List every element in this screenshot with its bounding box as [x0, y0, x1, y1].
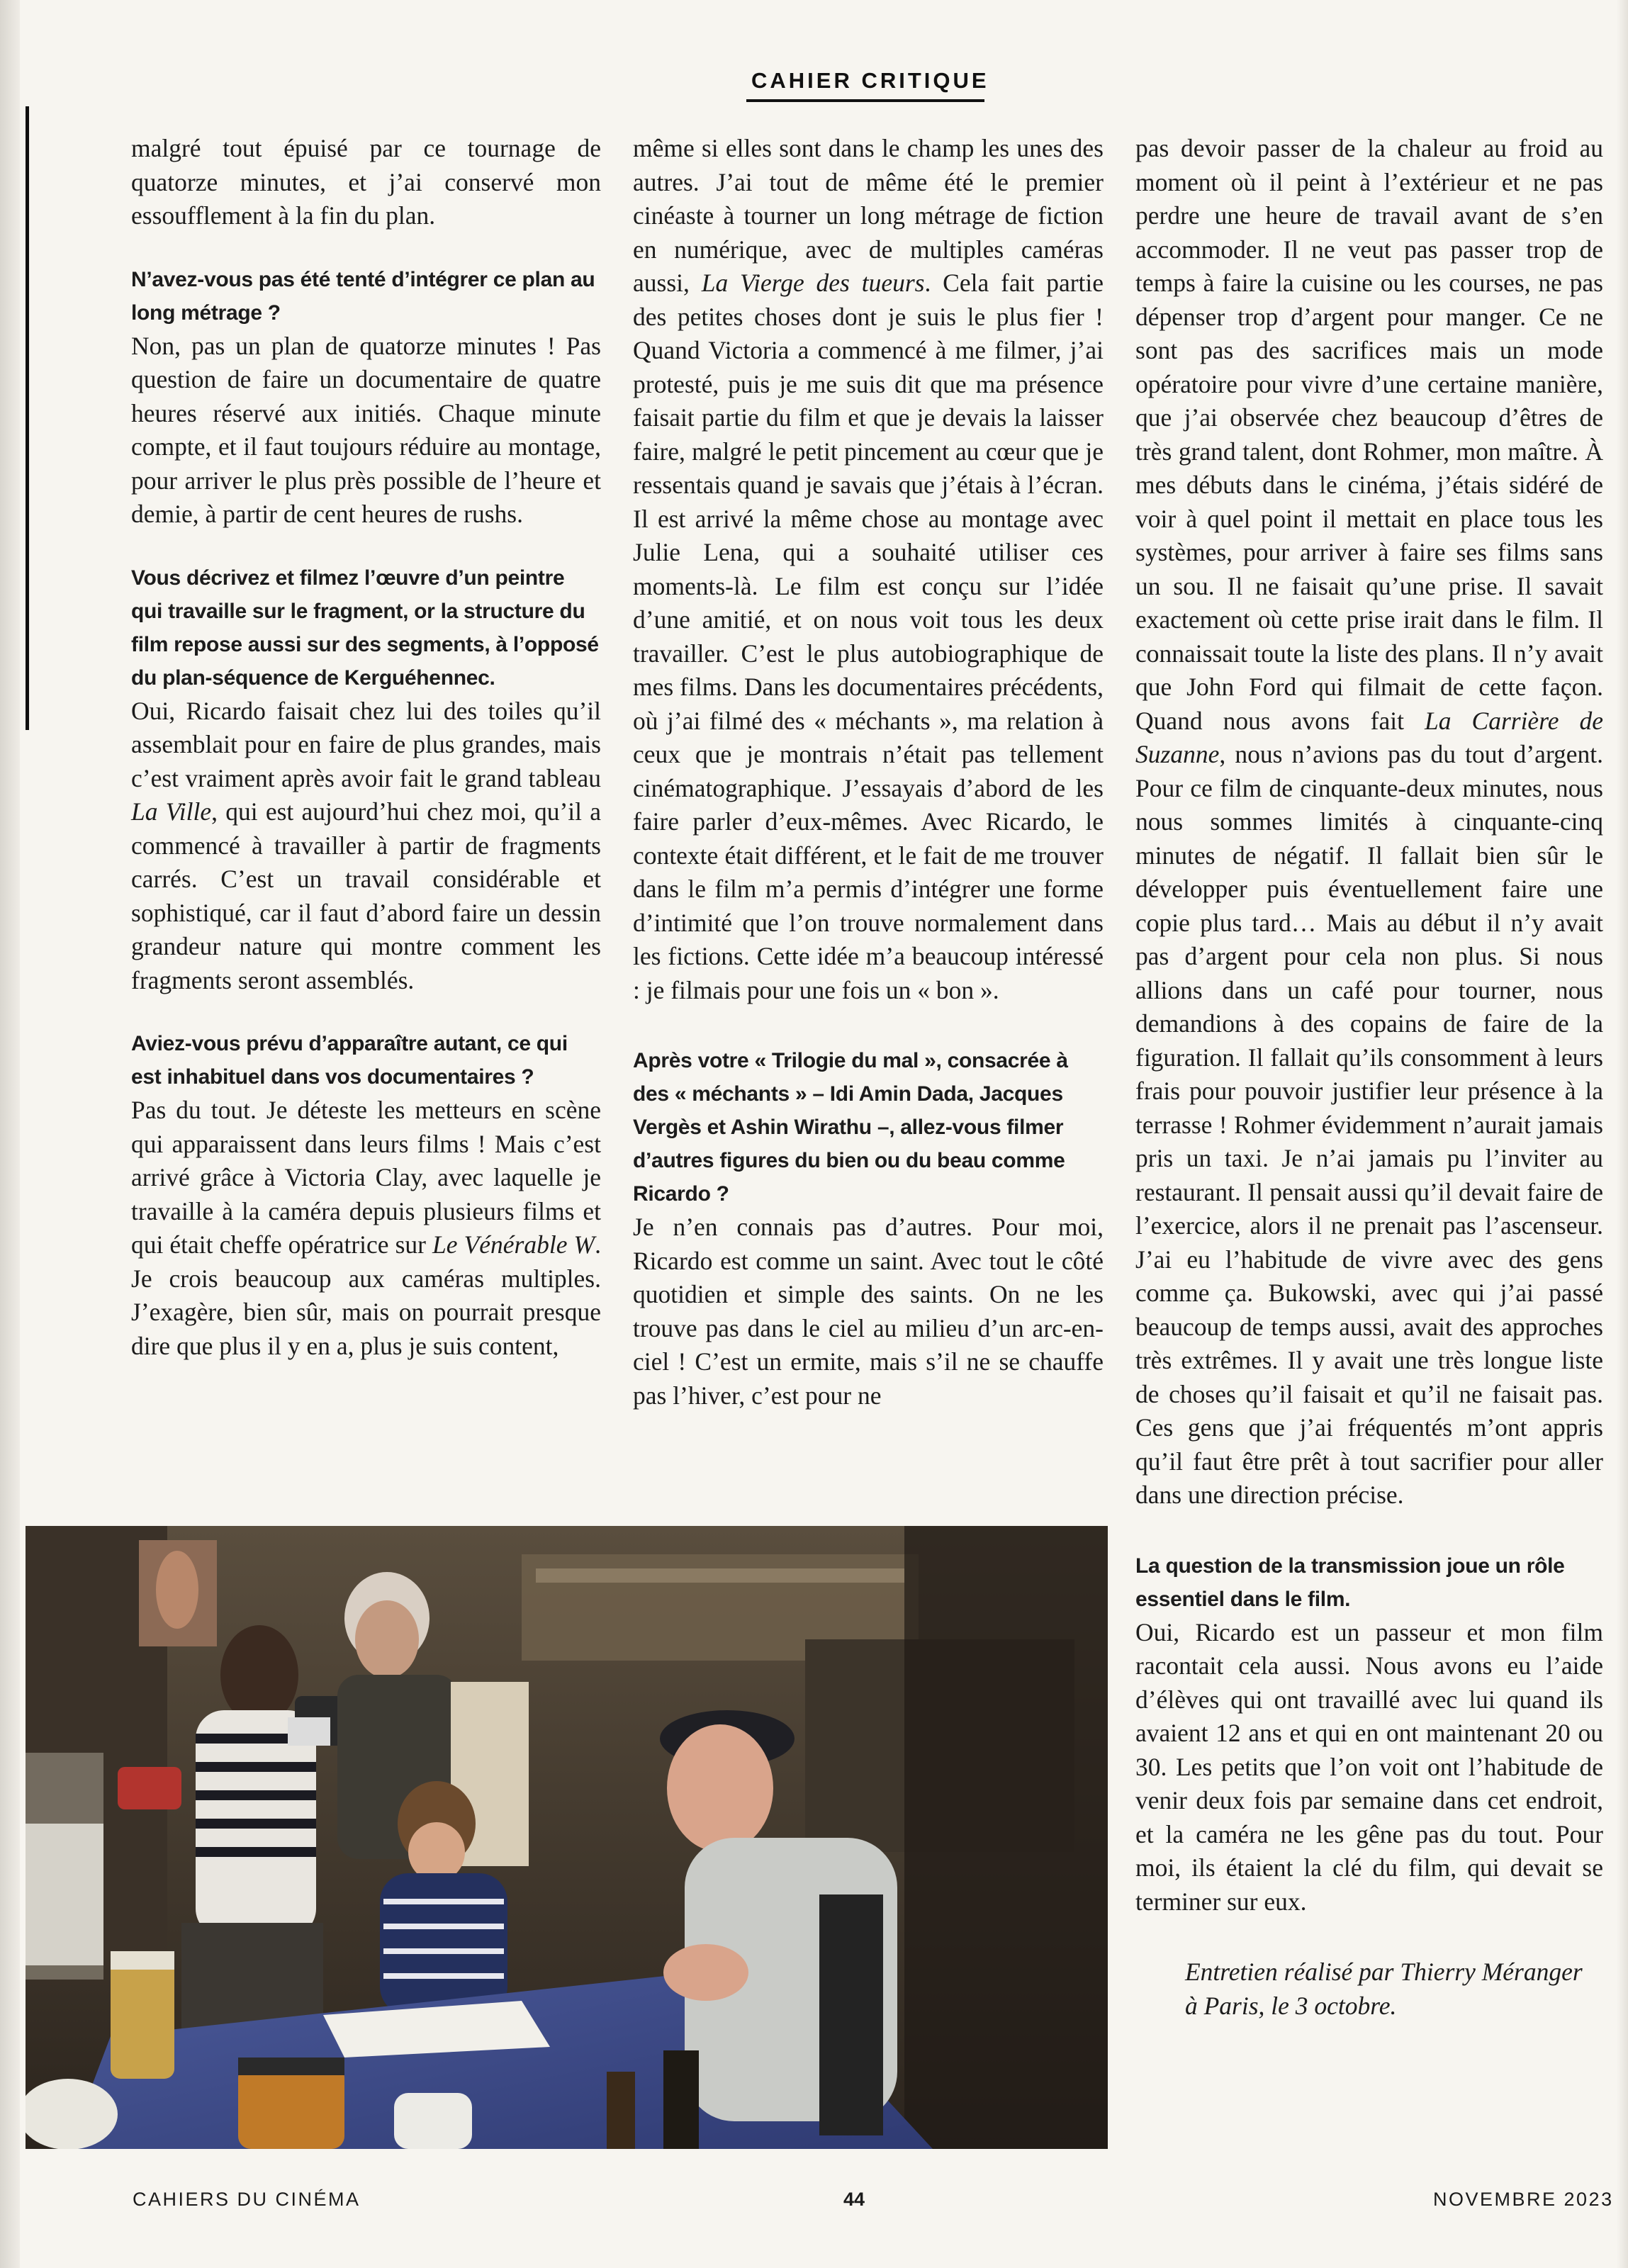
answer-text: pas devoir passer de la chaleur au froid au moment où il peint à l’extérieur et ne pas perdre une heure de travail avant de s’en accommoder. Il ne veut pas passer trop de temps à faire la cuisine ou les courses, ne pas dépenser trop d’argent pour manger. Ce ne sont pas des sacrifices mais un mode opératoire pour vivre d’une certaine manière, que j’ai observée chez beaucoup d’êtres de très grand talent, dont Rohmer, mon maître. À mes débuts dans le cinéma, j’étais sidéré de voir à quel point il mettait en place tous les systèmes, pour arriver à faire ses films sans un sou. Il ne faisait qu’une prise. Il savait exactement où cette prise irait dans le film. Il connaissait toute la liste des plans. Il n’y avait que John Ford qui filmait de cette façon. Quand nous avons fait	[1135, 134, 1603, 735]
left-margin-rule	[26, 106, 29, 730]
answer-paragraph	[633, 132, 1104, 1007]
page-edge-left	[0, 0, 20, 2268]
interview-question: Vous décrivez et filmez l’œuvre d’un peintre qui travaille sur le fragment, or la structure du film repose aussi sur des segments, à l’opposé du plan-séquence de Kerguéhennec.	[131, 566, 599, 690]
film-title: La Carrière de Suzanne	[1135, 706, 1603, 768]
footer-issue-date: NOVEMBRE 2023	[1433, 2189, 1614, 2210]
article-photo	[26, 1526, 1108, 2149]
answer-text: . Je crois beaucoup aux caméras multiples. J’exagère, bien sûr, mais on pourrait presque dire que plus il y en a, plus je suis content,	[131, 1230, 601, 1360]
answer-paragraph	[131, 695, 601, 998]
interview-question: Aviez-vous prévu d’apparaître autant, ce qui est inhabituel dans vos documentaires ?	[131, 1032, 568, 1089]
interview-question: N’avez-vous pas été tenté d’intégrer ce plan au long métrage ?	[131, 267, 595, 325]
column-2	[633, 132, 1104, 1413]
photo-illustration	[26, 1526, 1108, 2149]
answer-paragraph	[1135, 132, 1603, 1512]
artwork-title: La Ville	[131, 797, 212, 826]
page-number: 44	[843, 2189, 865, 2210]
section-header-underline	[746, 99, 984, 102]
film-title: La Vierge des tueurs	[701, 269, 925, 297]
answer-text: . Cela fait partie des petites choses dont je suis le plus fier ! Quand Victoria a commencé à me filmer, j’ai protesté, puis je me suis dit que ma présence faisait partie du film et que je devais la laisser faire, malgré le petit pincement au cœur que je ressentais quand je savais que j’étais à l’écran. Il est arrivé la même chose au montage avec Julie Lena, qui a souhaité utiliser ces moments-là. Le film est conçu sur l’idée d’une amitié, et on nous voit tous les deux travailler. C’est le plus autobiographique de mes films. Dans les documentaires précédents, où j’ai filmé des « méchants », ma relation à ceux que je montrais n’était pas tellement cinématographique. J’essayais d’abord de les faire parler d’eux-mêmes. Avec Ricardo, le contexte était différent, et le fait de me trouver dans le film m’a permis d’intégrer une forme d’intimité que l’on trouve normalement dans les fictions. Cette idée m’a beaucoup intéressé : je filmais pour une fois un « bon ».	[633, 269, 1104, 1004]
column-1	[131, 132, 601, 1363]
interview-question: Après votre « Trilogie du mal », consacrée à des « méchants » – Idi Amin Dada, Jacques Vergès et Ashin Wirathu –, allez-vous filmer d’autres figures du bien ou du beau comme Ricardo ?	[633, 1049, 1068, 1206]
credit-line: Entretien réalisé par Thierry Méranger	[1185, 1958, 1583, 1986]
answer-paragraph: Je n’en connais pas d’autres. Pour moi, Ricardo est comme un saint. Avec tout le côté quotidien et simple des saints. On ne les trouve pas dans le ciel au milieu d’un arc-en-ciel ! C’est un ermite, mais s’il ne se chauffe pas l’hiver, c’est pour ne	[633, 1213, 1104, 1410]
answer-paragraph: Non, pas un plan de quatorze minutes ! Pas question de faire un documentaire de quatre heures réservé aux initiés. Chaque minute compte, et il faut toujours réduire au montage, pour arriver le plus près possible de l’heure et demie, à partir de cent heures de rushs.	[131, 331, 601, 528]
column-3	[1135, 132, 1603, 2023]
answer-text: , qui est aujourd’hui chez moi, qu’il a commencé à travailler à partir de fragments carrés. C’est un travail considérable et sophistiqué, car il faut d’abord faire un dessin grandeur nature qui montre comment les fragments seront assemblés.	[131, 797, 601, 994]
interview-credit	[1135, 1955, 1603, 2023]
answer-text: , nous n’avions pas du tout d’argent. Pour ce film de cinquante-deux minutes, nous nous sommes limités à cinquante-cinq minutes de négatif. Il fallait bien sûr le développer puis éventuellement faire une copie plus tard… Mais au début il n’y avait pas d’argent pour cela non plus. Si nous allions dans un café pour tourner, nous demandions à des copains de faire de la figuration. Il fallait qu’ils consomment à leurs frais pour pouvoir justifier leur présence à la terrasse ! Rohmer évidemment n’aurait jamais pris un taxi. Je n’ai jamais pu l’inviter au restaurant. Il pensait aussi qu’il devait faire de l’exercice, alors il ne prenait pas l’ascenseur. J’ai eu l’habitude de vivre avec des gens comme ça. Bukowski, avec qui j’ai passé beaucoup de temps aussi, avait des approches très extrêmes. Il y avait une très longue liste de choses qu’il faisait et qu’il ne faisait pas. Ces gens que j’ai fréquentés m’ont appris qu’il faut être prêt à tout sacrifier pour aller dans une direction précise.	[1135, 740, 1603, 1509]
answer-paragraph	[131, 1094, 601, 1363]
answer-text: Pas du tout. Je déteste les metteurs en scène qui apparaissent dans leurs films ! Mais c’est arrivé grâce à Victoria Clay, avec laquelle je travaille à la caméra depuis plusieurs films et qui était cheffe opératrice sur	[131, 1096, 601, 1259]
answer-paragraph: malgré tout épuisé par ce tournage de quatorze minutes, et j’ai conservé mon essoufflement à la fin du plan.	[131, 134, 601, 230]
interview-question: La question de la transmission joue un rôle essentiel dans le film.	[1135, 1554, 1565, 1611]
footer-magazine-name: CAHIERS DU CINÉMA	[133, 2189, 361, 2210]
answer-text: Oui, Ricardo faisait chez lui des toiles qu’il assemblait pour en faire de plus grandes, mais c’est vraiment après avoir fait le grand tableau	[131, 696, 601, 792]
answer-paragraph: Oui, Ricardo est un passeur et mon film racontait cela aussi. Nous avons eu l’aide d’élèves qui ont travaillé avec lui quand ils avaient 12 ans et qui en ont maintenant 20 ou 30. Les petits que l’on voit ont l’habitude de venir deux fois par semaine dans cet endroit, et la caméra ne les gêne pas du tout. Pour moi, ils étaient la clé du film, qui devait se terminer sur eux.	[1135, 1617, 1603, 1916]
page-edge-right	[1617, 0, 1628, 2268]
credit-line: à Paris, le 3 octobre.	[1185, 1991, 1397, 2020]
answer-text: même si elles sont dans le champ les unes des autres. J’ai tout de même été le premier cinéaste à tourner un long métrage de fiction en numérique, avec de multiples caméras aussi,	[633, 134, 1104, 297]
section-header: CAHIER CRITIQUE	[751, 68, 989, 93]
film-title: Le Vénérable W	[432, 1230, 595, 1259]
